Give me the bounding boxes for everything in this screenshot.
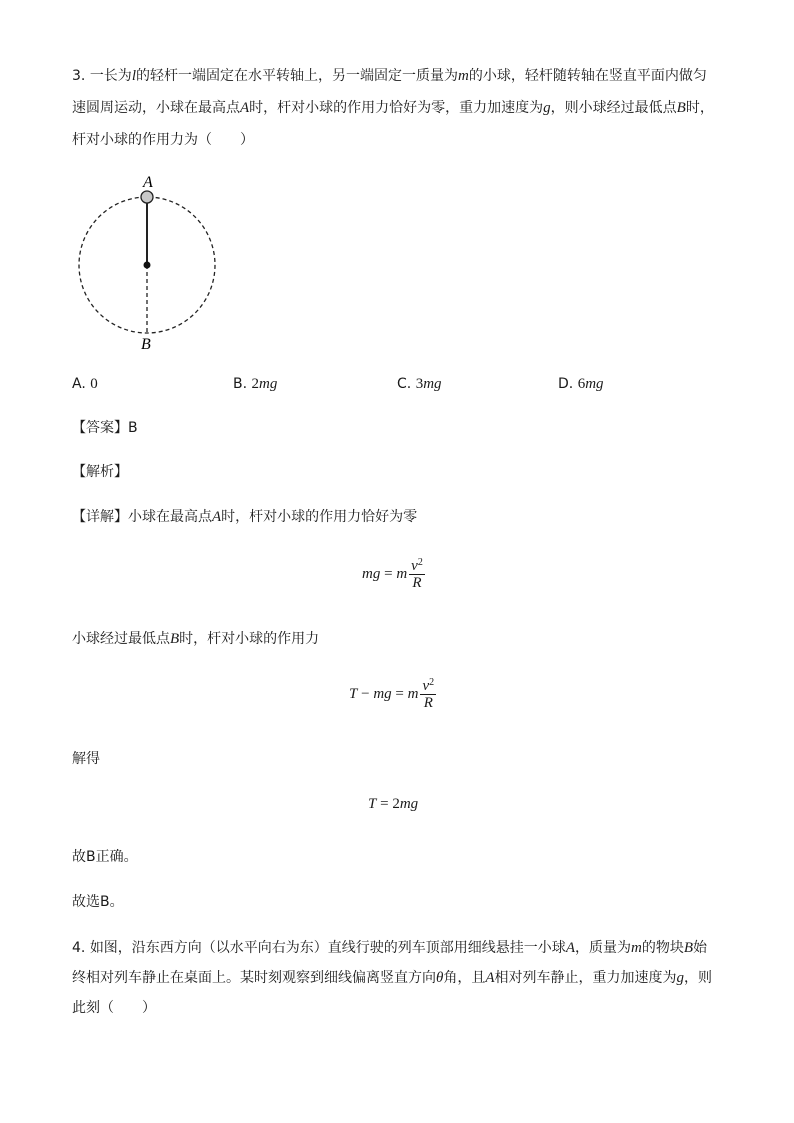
axis-pivot (144, 262, 151, 269)
choose-line: 故选B。 (72, 894, 124, 910)
option-b[interactable]: B. 2mg (233, 376, 278, 392)
equation-1: mg = m $\frac{v^2}{R}$ (362, 557, 423, 591)
q4-line-2: 终相对列车静止在桌面上。某时刻观察到细线偏离竖直方向θ角，且A相对列车静止，重力加速度为g，则 (72, 970, 713, 986)
fraction: $\frac{v^2}{R}$ (422, 677, 435, 711)
detail-tag: 【详解】 (72, 509, 128, 525)
ball (141, 191, 153, 203)
q4-number: 4. (72, 940, 86, 956)
label-B: B (141, 336, 151, 353)
circle-figure (70, 170, 230, 355)
fraction: $\frac{v^2}{R}$ (411, 557, 423, 591)
step2-line: 小球经过最低点B时，杆对小球的作用力 (72, 631, 320, 647)
q3-line-1: 3. 一长为l的轻杆一端固定在水平转轴上，另一端固定一质量为m的小球，轻杆随转轴在竖直平面内做匀 (72, 68, 707, 84)
option-d[interactable]: D. 6mg (558, 376, 604, 392)
answer-value: B (128, 420, 138, 436)
analysis-tag: 【解析】 (72, 464, 128, 480)
option-c[interactable]: C. 3mg (397, 376, 442, 392)
option-a[interactable]: A. 0 (72, 376, 98, 392)
equation-2: T − mg = m $\frac{v^2}{R}$ (349, 677, 435, 711)
q3-line-3: 杆对小球的作用力为（ ） (72, 132, 254, 148)
q3-number: 3. (72, 68, 86, 84)
q4-line-3: 此刻（ ） (72, 1000, 156, 1016)
detail-line: 【详解】小球在最高点A时，杆对小球的作用力恰好为零 (72, 509, 418, 525)
label-A: A (143, 174, 153, 191)
answer-tag: 【答案】 (72, 420, 128, 436)
equation-3: T = 2 mg (368, 796, 419, 812)
q3-line-2: 速圆周运动，小球在最高点A时，杆对小球的作用力恰好为零，重力加速度为g，则小球经过最低点B时， (72, 100, 714, 116)
conclusion-line: 故B正确。 (72, 849, 138, 865)
solve-label: 解得 (72, 751, 100, 767)
answer-line (72, 418, 138, 438)
q4-line-1: 4. 如图，沿东西方向（以水平向右为东）直线行驶的列车顶部用细线悬挂一小球A，质量为m的物块B始 (72, 940, 707, 956)
